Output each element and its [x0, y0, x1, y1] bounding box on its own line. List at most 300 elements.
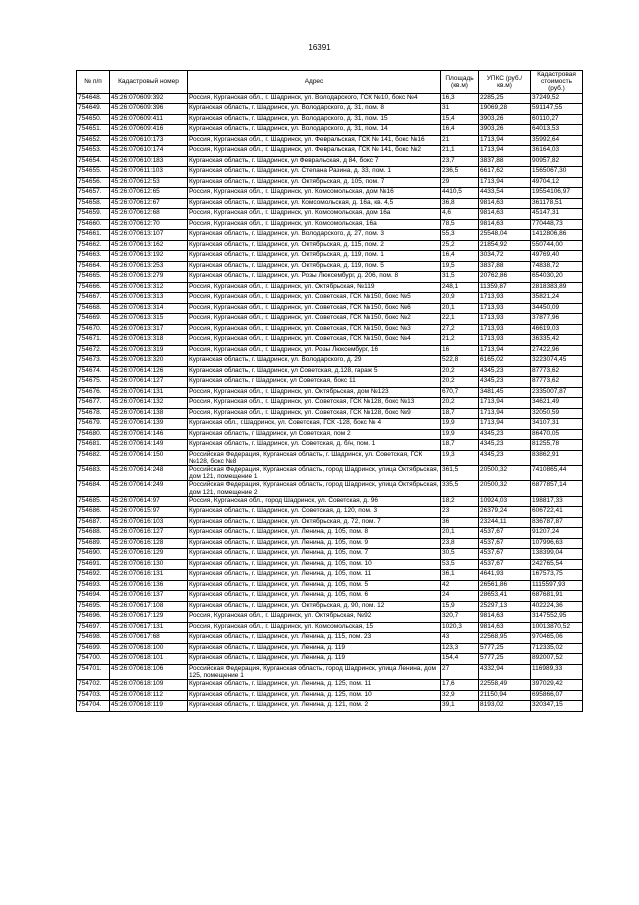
cell-cadastral-number: 45:26:070609:396 — [110, 104, 188, 115]
cell-upks: 19069,28 — [479, 104, 531, 115]
cell-row-number: 754649. — [77, 104, 110, 115]
cell-area: 236,5 — [441, 167, 479, 178]
cell-area: 16,4 — [441, 251, 479, 262]
cell-address: Курганская область, г. Шадринск, ул. Ленина, д. 105, пом. 9 — [188, 538, 441, 549]
cell-area: 17,6 — [441, 680, 479, 691]
cell-address: Россия, Курганская обл., г. Шадринск, ул. Советская, ГСК №128, бокс №9 — [188, 408, 441, 419]
table-row — [77, 293, 583, 304]
cell-area: 42 — [441, 580, 479, 591]
cell-cadastral-number: 45:26:070616:131 — [110, 570, 188, 581]
cell-row-number: 754704. — [77, 701, 110, 712]
cell-address: Курганская область, г. Шадринск, ул. Ленина, д. 125, пом. 11 — [188, 680, 441, 691]
cell-area: 19,3 — [441, 450, 479, 465]
cell-address: Курганская область, г. Шадринск, ул. Октябрьская, д. 119, пом. 5 — [188, 261, 441, 272]
cell-address: Курганская область, г. Шадринск, ул. Розы Люксембург, д. 206, пом. 8 — [188, 272, 441, 283]
cell-cadastral-number: 45:26:070613:313 — [110, 293, 188, 304]
table-row — [77, 450, 583, 465]
cell-area: 53,5 — [441, 559, 479, 570]
table-row — [77, 135, 583, 146]
cell-cadastral-cost: 34107,31 — [531, 419, 583, 430]
cell-row-number: 754695. — [77, 601, 110, 612]
cell-cadastral-cost: 1412806,86 — [531, 230, 583, 241]
cell-address: Россия, Курганская обл., г. Шадринск, ул. Володарского, ГСК №10, бокс №4 — [188, 93, 441, 104]
cell-upks: 3481,45 — [479, 387, 531, 398]
cell-cadastral-number: 45:26:070616:137 — [110, 591, 188, 602]
cell-cadastral-cost: 36335,42 — [531, 335, 583, 346]
cell-cadastral-cost: 167573,75 — [531, 570, 583, 581]
cell-upks: 4641,93 — [479, 570, 531, 581]
cell-cadastral-cost: 6877857,14 — [531, 481, 583, 496]
cell-cadastral-cost: 86470,05 — [531, 429, 583, 440]
cell-address: Курганская область, г. Шадринск, ул. Октябрьская, д. 105, пом. 7 — [188, 177, 441, 188]
cell-row-number: 754661. — [77, 230, 110, 241]
cell-row-number: 754668. — [77, 303, 110, 314]
cell-cadastral-cost: 3147552,95 — [531, 612, 583, 623]
cell-cadastral-number: 45:26:070613:319 — [110, 345, 188, 356]
cell-row-number: 754670. — [77, 324, 110, 335]
table-row — [77, 408, 583, 419]
cell-address: Курганская область, г. Шадринск, ул. Ленина, д. 125, пом. 10 — [188, 690, 441, 701]
cell-row-number: 754678. — [77, 408, 110, 419]
cell-address: Россия, Курганская обл., г. Шадринск, ул. Комсомольская, 16а — [188, 219, 441, 230]
table-row — [77, 209, 583, 220]
cell-cadastral-number: 45:26:070614:146 — [110, 429, 188, 440]
cell-cadastral-number: 45:26:070613:192 — [110, 251, 188, 262]
cell-upks: 20500,32 — [479, 481, 531, 496]
table-row — [77, 633, 583, 644]
cell-area: 78,5 — [441, 219, 479, 230]
cell-upks: 9814,63 — [479, 219, 531, 230]
cell-row-number: 754701. — [77, 664, 110, 679]
table-row — [77, 601, 583, 612]
cell-cadastral-number: 45:26:070617:129 — [110, 612, 188, 623]
cell-upks: 1713,94 — [479, 408, 531, 419]
cell-address: Россия, Курганская обл., г. Шадринск, ул. Октябрьская, №119 — [188, 282, 441, 293]
cell-row-number: 754664. — [77, 261, 110, 272]
cell-address: Российская Федерация, Курганская область, город Шадринск, улица Ленина, дом 125, помещение 1 — [188, 664, 441, 679]
cell-row-number: 754657. — [77, 188, 110, 199]
table-row — [77, 580, 583, 591]
header-upks: УПКС (руб./кв.м) — [479, 71, 531, 94]
cell-area: 23,8 — [441, 538, 479, 549]
cell-cadastral-cost: 90957,82 — [531, 156, 583, 167]
cell-address: Курганская область, г. Шадринск, ул. Ленина, д. 105, пом. 5 — [188, 580, 441, 591]
cell-area: 20,2 — [441, 366, 479, 377]
cell-area: 18,7 — [441, 408, 479, 419]
cell-cadastral-number: 45:26:070611:103 — [110, 167, 188, 178]
cell-row-number: 754671. — [77, 335, 110, 346]
cell-upks: 25297,13 — [479, 601, 531, 612]
cell-cadastral-number: 45:26:070614:150 — [110, 450, 188, 465]
cell-upks: 1713,94 — [479, 398, 531, 409]
cell-cadastral-number: 45:26:070612:65 — [110, 188, 188, 199]
cell-area: 23 — [441, 507, 479, 518]
cell-cadastral-number: 45:26:070616:130 — [110, 559, 188, 570]
cell-upks: 22558,49 — [479, 680, 531, 691]
cell-area: 335,5 — [441, 481, 479, 496]
cell-cadastral-cost: 107996,63 — [531, 538, 583, 549]
cell-area: 1020,3 — [441, 622, 479, 633]
cell-upks: 1713,94 — [479, 419, 531, 430]
cell-cadastral-cost: 81255,78 — [531, 440, 583, 451]
cell-area: 22,1 — [441, 314, 479, 325]
cell-upks: 25548,04 — [479, 230, 531, 241]
cell-address: Россия, Курганская обл., г. Шадринск, ул. Комсомольская, дом №16 — [188, 188, 441, 199]
cell-cadastral-number: 45:26:070616:136 — [110, 580, 188, 591]
cell-upks: 1713,93 — [479, 314, 531, 325]
cell-area: 29 — [441, 177, 479, 188]
cell-cadastral-number: 45:26:070610:183 — [110, 156, 188, 167]
cell-address: Курганская область, г. Шадринск, ул. Ленина, д. 121, пом. 2 — [188, 701, 441, 712]
cell-area: 20,1 — [441, 528, 479, 539]
cell-address: Россия, Курганская обл., г. Шадринск, ул. Февральская, ГСК № 141, бокс №2 — [188, 146, 441, 157]
cell-cadastral-cost: 45147,31 — [531, 209, 583, 220]
table-row — [77, 466, 583, 481]
cell-area: 20,1 — [441, 303, 479, 314]
table-row — [77, 701, 583, 712]
table-row — [77, 335, 583, 346]
header-num: № п/п — [77, 71, 110, 94]
cell-cadastral-number: 45:26:070616:127 — [110, 528, 188, 539]
cell-area: 16 — [441, 345, 479, 356]
cell-area: 32,9 — [441, 690, 479, 701]
cell-row-number: 754666. — [77, 282, 110, 293]
cell-address: Россия, Курганская обл., г. Шадринск, ул. Октябрьская, дом №123 — [188, 387, 441, 398]
cell-cadastral-cost: 198817,33 — [531, 496, 583, 507]
cell-cadastral-number: 45:26:070609:411 — [110, 114, 188, 125]
table-row — [77, 125, 583, 136]
cell-cadastral-cost: 695866,07 — [531, 690, 583, 701]
cell-area: 39,1 — [441, 701, 479, 712]
cell-address: Россия, Курганская обл., г. Шадринск, ул. Февральская, ГСК № 141, бокс №16 — [188, 135, 441, 146]
cell-cadastral-number: 45:26:070614:127 — [110, 377, 188, 388]
cell-upks: 2285,25 — [479, 93, 531, 104]
cell-cadastral-number: 45:26:070612:53 — [110, 177, 188, 188]
cell-upks: 10924,03 — [479, 496, 531, 507]
cell-upks: 22568,95 — [479, 633, 531, 644]
cell-area: 320,7 — [441, 612, 479, 623]
cell-upks: 3034,72 — [479, 251, 531, 262]
cell-cadastral-cost: 37249,52 — [531, 93, 583, 104]
cell-cadastral-number: 45:26:070614:138 — [110, 408, 188, 419]
cell-cadastral-number: 45:26:070618:109 — [110, 680, 188, 691]
cell-area: 20,2 — [441, 377, 479, 388]
table-row — [77, 303, 583, 314]
cell-cadastral-number: 45:26:070613:312 — [110, 282, 188, 293]
cell-cadastral-number: 45:26:070616:128 — [110, 538, 188, 549]
cell-row-number: 754656. — [77, 177, 110, 188]
cell-row-number: 754694. — [77, 591, 110, 602]
cell-cadastral-cost: 606722,41 — [531, 507, 583, 518]
cell-address: Россия, Курганская обл., г. Шадринск, ул. Советская, ГСК №150, бокс №6 — [188, 303, 441, 314]
cell-upks: 3903,26 — [479, 125, 531, 136]
cell-area: 31 — [441, 104, 479, 115]
cell-cadastral-number: 45:26:070610:173 — [110, 135, 188, 146]
table-row — [77, 612, 583, 623]
cell-area: 361,5 — [441, 466, 479, 481]
cell-upks: 3837,88 — [479, 261, 531, 272]
cell-cadastral-number: 45:26:070613:253 — [110, 261, 188, 272]
cell-address: Курганская область, г. Шадринск, ул. Октябрьская, д. 72, пом. 7 — [188, 517, 441, 528]
cell-cadastral-number: 45:26:070616:129 — [110, 549, 188, 560]
cell-address: Россия, Курганская обл., г. Шадринск, ул. Советская, ГСК №128, бокс №13 — [188, 398, 441, 409]
cell-cadastral-number: 45:26:070612:68 — [110, 209, 188, 220]
cell-address: Россия, Курганская обл., г. Шадринск, ул. Октябрьская, №92 — [188, 612, 441, 623]
cell-cadastral-cost: 19554106,97 — [531, 188, 583, 199]
cell-area: 16,4 — [441, 125, 479, 136]
cell-cadastral-cost: 83862,91 — [531, 450, 583, 465]
table-row — [77, 114, 583, 125]
cell-row-number: 754686. — [77, 507, 110, 518]
cell-area: 18,7 — [441, 440, 479, 451]
header-address: Адрес — [188, 71, 441, 94]
cell-address: Курганская область, г. Шадринск, ул. Ленина, д. 105, пом. 10 — [188, 559, 441, 570]
cell-address: Россия, Курганская обл., г. Шадринск, ул. Комсомольская, дом 16а — [188, 209, 441, 220]
cell-area: 43 — [441, 633, 479, 644]
cell-row-number: 754680. — [77, 429, 110, 440]
cell-address: Россия, Курганская обл., г. Шадринск, ул. Советская, ГСК №150, бокс №2 — [188, 314, 441, 325]
cell-row-number: 754659. — [77, 209, 110, 220]
cell-cadastral-number: 45:26:070618:100 — [110, 643, 188, 654]
cell-area: 27,2 — [441, 324, 479, 335]
table-row — [77, 146, 583, 157]
cell-cadastral-number: 45:26:070613:107 — [110, 230, 188, 241]
cell-upks: 4345,23 — [479, 366, 531, 377]
cell-address: Курганская область, г. Шадринск, ул. Октябрьская, д. 119, пом. 1 — [188, 251, 441, 262]
cell-upks: 1713,93 — [479, 303, 531, 314]
cell-address: Курганская область, г. Шадринск, ул. Володарского, д. 31, пом. 14 — [188, 125, 441, 136]
table-row — [77, 188, 583, 199]
cell-upks: 3903,26 — [479, 114, 531, 125]
table-row — [77, 156, 583, 167]
cell-cadastral-number: 45:26:070618:101 — [110, 654, 188, 665]
cell-row-number: 754679. — [77, 419, 110, 430]
table-row — [77, 570, 583, 581]
cell-cadastral-number: 45:26:070612:70 — [110, 219, 188, 230]
cell-cadastral-number: 45:26:070610:174 — [110, 146, 188, 157]
table-row — [77, 230, 583, 241]
cell-address: Курганская область, г. Шадринск, ул. Ленина, д. 105, пом. 6 — [188, 591, 441, 602]
cell-upks: 4537,67 — [479, 528, 531, 539]
table-body — [77, 93, 583, 711]
table-row — [77, 198, 583, 209]
table-row — [77, 654, 583, 665]
cell-cadastral-number: 45:26:070614:97 — [110, 496, 188, 507]
cell-area: 25,2 — [441, 240, 479, 251]
cell-address: Курганская обл., г.Шадринск, ул. Советская, ГСК -128, бокс № 4 — [188, 419, 441, 430]
cell-cadastral-number: 45:26:070614:248 — [110, 466, 188, 481]
cell-upks: 1713,94 — [479, 135, 531, 146]
cell-row-number: 754697. — [77, 622, 110, 633]
cell-cadastral-number: 45:26:070613:317 — [110, 324, 188, 335]
cell-row-number: 754658. — [77, 198, 110, 209]
table-row — [77, 282, 583, 293]
cell-address: Россия, Курганская обл., г. Шадринск, ул. Советская, ГСК №150, бокс №4 — [188, 335, 441, 346]
cell-area: 20,2 — [441, 398, 479, 409]
table-row — [77, 528, 583, 539]
cell-row-number: 754650. — [77, 114, 110, 125]
cadastral-registry-table — [76, 70, 583, 712]
cell-row-number: 754691. — [77, 559, 110, 570]
cell-cadastral-cost: 116989,33 — [531, 664, 583, 679]
cell-address: Курганская область, г. Шадринск, ул. Володарского, д. 27, пом. 3 — [188, 230, 441, 241]
cell-cadastral-number: 45:26:070617:68 — [110, 633, 188, 644]
cell-cadastral-cost: 2335007,87 — [531, 387, 583, 398]
cell-cadastral-cost: 32050,59 — [531, 408, 583, 419]
table-row — [77, 664, 583, 679]
cell-upks: 23244,11 — [479, 517, 531, 528]
cell-cadastral-cost: 87773,62 — [531, 366, 583, 377]
cell-row-number: 754690. — [77, 549, 110, 560]
cell-address: Курганская область, г. Шадринск, ул. Степана Разина, д. 33, пом. 1 — [188, 167, 441, 178]
cell-cadastral-number: 45:26:070614:249 — [110, 481, 188, 496]
cell-address: Курганская область, г. Шадринск, ул. Октябрьская, д. 90, пом. 12 — [188, 601, 441, 612]
cell-row-number: 754700. — [77, 654, 110, 665]
cell-row-number: 754651. — [77, 125, 110, 136]
table-row — [77, 398, 583, 409]
cell-row-number: 754689. — [77, 538, 110, 549]
cell-address: Курганская область, г. Шадринск, ул. Октябрьская, д. 115, пом. 2 — [188, 240, 441, 251]
header-cadastral-cost: Кадастровая стоимость (руб.) — [531, 71, 583, 94]
table-row — [77, 356, 583, 367]
cell-cadastral-number: 45:26:070613:320 — [110, 356, 188, 367]
cell-cadastral-cost: 970465,06 — [531, 633, 583, 644]
cell-cadastral-number: 45:26:070614:126 — [110, 366, 188, 377]
cell-cadastral-cost: 34450,09 — [531, 303, 583, 314]
table-row — [77, 549, 583, 560]
cell-row-number: 754655. — [77, 167, 110, 178]
cell-area: 36 — [441, 517, 479, 528]
cell-cadastral-cost: 1565067,30 — [531, 167, 583, 178]
cell-area: 55,3 — [441, 230, 479, 241]
cell-row-number: 754673. — [77, 356, 110, 367]
cell-upks: 4537,67 — [479, 538, 531, 549]
cell-area: 20,9 — [441, 293, 479, 304]
table-row — [77, 690, 583, 701]
cell-cadastral-cost: 138399,04 — [531, 549, 583, 560]
cell-cadastral-cost: 1115597,93 — [531, 580, 583, 591]
cell-cadastral-cost: 320347,15 — [531, 701, 583, 712]
cell-cadastral-number: 45:26:070609:392 — [110, 93, 188, 104]
cell-area: 18,2 — [441, 496, 479, 507]
cell-upks: 3837,88 — [479, 156, 531, 167]
cell-upks: 4537,67 — [479, 559, 531, 570]
cell-row-number: 754667. — [77, 293, 110, 304]
table-row — [77, 219, 583, 230]
cell-cadastral-cost: 397029,42 — [531, 680, 583, 691]
cell-upks: 6617,62 — [479, 167, 531, 178]
cell-cadastral-cost: 91207,24 — [531, 528, 583, 539]
table-row — [77, 314, 583, 325]
cell-address: Россия, Курганская обл., г. Шадринск, ул. Советская, ГСК №150, бокс №3 — [188, 324, 441, 335]
cell-area: 23,7 — [441, 156, 479, 167]
cell-area: 30,5 — [441, 549, 479, 560]
cell-row-number: 754683. — [77, 466, 110, 481]
table-row — [77, 240, 583, 251]
table-row — [77, 559, 583, 570]
cell-area: 15,4 — [441, 114, 479, 125]
table-row — [77, 496, 583, 507]
header-area: Площадь (кв.м) — [441, 71, 479, 94]
cell-address: Курганская область, г. Шадринск, ул. Ленина, д. 115, пом. 23 — [188, 633, 441, 644]
cell-address: Россия, Курганская обл., г. Шадринск, ул. Советская, ГСК №150, бокс №5 — [188, 293, 441, 304]
cell-address: Курганская область, г. Шадринск, ул Февральская, д 84, бокс 7 — [188, 156, 441, 167]
cell-cadastral-cost: 402224,36 — [531, 601, 583, 612]
cell-row-number: 754692. — [77, 570, 110, 581]
cell-area: 19,5 — [441, 261, 479, 272]
cell-cadastral-number: 45:26:070609:416 — [110, 125, 188, 136]
cell-area: 21,2 — [441, 335, 479, 346]
table-header-row — [77, 71, 583, 94]
cell-area: 123,3 — [441, 643, 479, 654]
cell-address: Курганская область, г. Шадринск, ул. Володарского, д. 31, пом. 15 — [188, 114, 441, 125]
table-row — [77, 517, 583, 528]
cell-address: Россия, Курганская обл., г. Шадринск, ул. Розы Люксембург, 16 — [188, 345, 441, 356]
cell-area: 4410,5 — [441, 188, 479, 199]
cell-row-number: 754660. — [77, 219, 110, 230]
cell-cadastral-cost: 35821,24 — [531, 293, 583, 304]
cell-cadastral-cost: 770448,73 — [531, 219, 583, 230]
cell-upks: 1713,93 — [479, 293, 531, 304]
cell-row-number: 754687. — [77, 517, 110, 528]
cell-address: Курганская область, г. Шадринск, ул. Ленина, д. 119 — [188, 643, 441, 654]
cell-cadastral-cost: 49769,40 — [531, 251, 583, 262]
cell-area: 27 — [441, 664, 479, 679]
cell-upks: 9814,63 — [479, 612, 531, 623]
cell-upks: 4433,54 — [479, 188, 531, 199]
table-row — [77, 345, 583, 356]
cell-row-number: 754654. — [77, 156, 110, 167]
cell-area: 154,4 — [441, 654, 479, 665]
cell-cadastral-number: 45:26:070615:97 — [110, 507, 188, 518]
cell-cadastral-cost: 27422,96 — [531, 345, 583, 356]
table-row — [77, 177, 583, 188]
table-row — [77, 591, 583, 602]
cell-upks: 20762,86 — [479, 272, 531, 283]
cell-row-number: 754665. — [77, 272, 110, 283]
cell-cadastral-cost: 37877,96 — [531, 314, 583, 325]
cell-cadastral-cost: 35992,64 — [531, 135, 583, 146]
table-row — [77, 440, 583, 451]
cell-cadastral-number: 45:26:070613:162 — [110, 240, 188, 251]
cell-row-number: 754672. — [77, 345, 110, 356]
cell-row-number: 754677. — [77, 398, 110, 409]
cell-cadastral-cost: 836787,87 — [531, 517, 583, 528]
cell-cadastral-number: 45:26:070614:132 — [110, 398, 188, 409]
cell-area: 15,9 — [441, 601, 479, 612]
cell-area: 36,8 — [441, 198, 479, 209]
cell-address: Россия, Курганская обл., город Шадринск, ул. Советская, д. 96 — [188, 496, 441, 507]
cell-cadastral-cost: 712335,02 — [531, 643, 583, 654]
cell-cadastral-cost: 892007,52 — [531, 654, 583, 665]
cell-upks: 4345,23 — [479, 450, 531, 465]
cell-cadastral-cost: 46619,03 — [531, 324, 583, 335]
cell-cadastral-cost: 3223074,45 — [531, 356, 583, 367]
cell-upks: 9814,63 — [479, 209, 531, 220]
cell-upks: 21854,92 — [479, 240, 531, 251]
cell-upks: 9814,63 — [479, 198, 531, 209]
cell-upks: 5777,25 — [479, 643, 531, 654]
cell-area: 31,5 — [441, 272, 479, 283]
cell-row-number: 754648. — [77, 93, 110, 104]
page-number: 16391 — [308, 43, 331, 52]
cell-area: 522,8 — [441, 356, 479, 367]
table-row — [77, 261, 583, 272]
cell-row-number: 754682. — [77, 450, 110, 465]
table-row — [77, 507, 583, 518]
table-row — [77, 538, 583, 549]
cell-cadastral-number: 45:26:070613:279 — [110, 272, 188, 283]
